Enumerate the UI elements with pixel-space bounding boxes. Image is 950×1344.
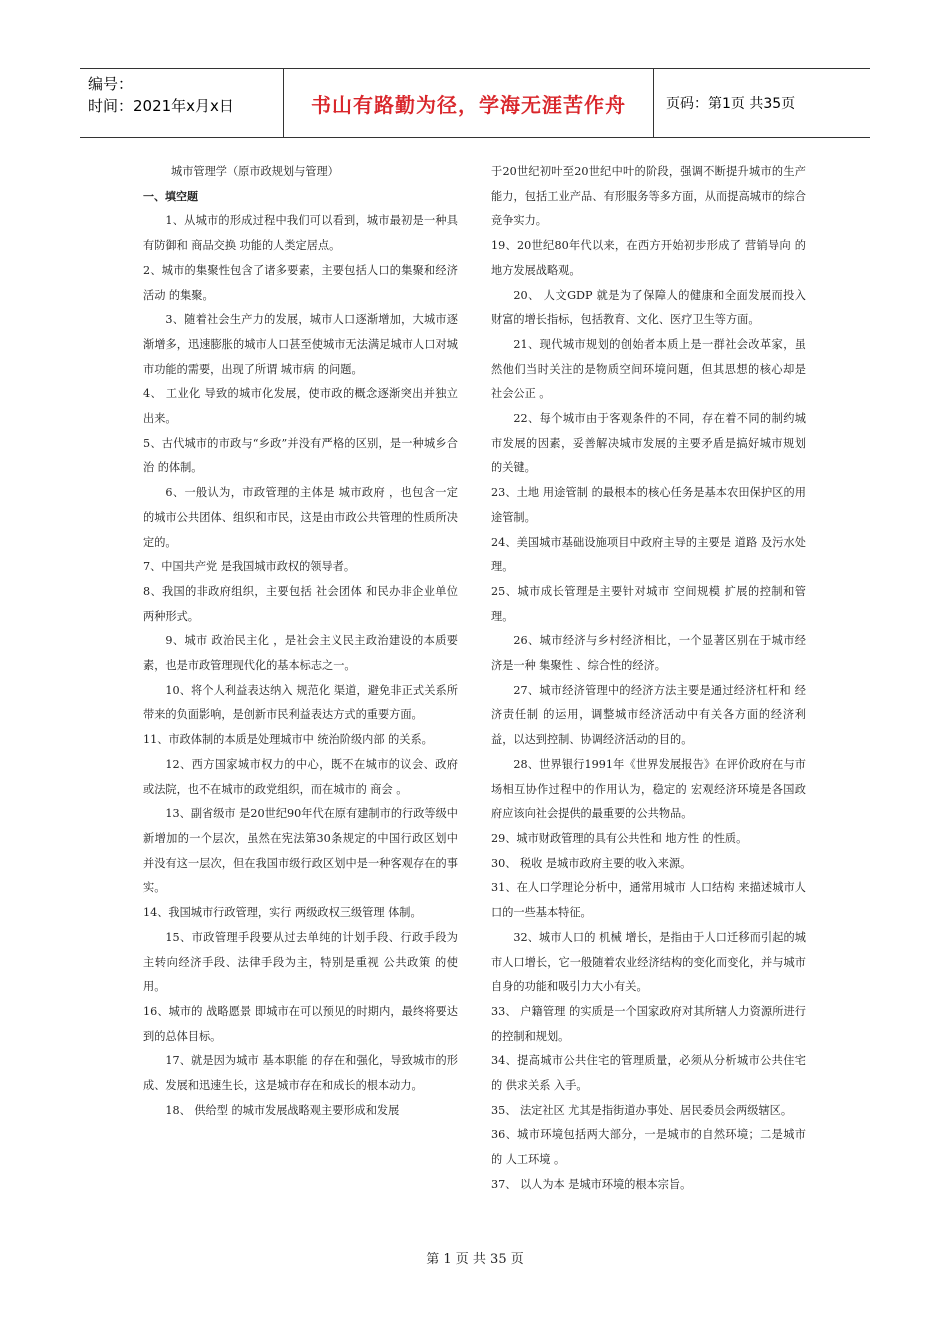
question-item: 15、市政管理手段要从过去单纯的计划手段、行政手段为主转向经济手段、法律手段为主，特别是重视 公共政策 的使用。 <box>143 930 458 994</box>
document-number-label: 编号： <box>88 75 134 93</box>
question-item: 37、 以人为本 是城市环境的根本宗旨。 <box>491 1177 692 1191</box>
question-item: 35、 法定社区 尤其是指街道办事处、居民委员会两级辖区。 <box>491 1103 793 1117</box>
document-date-label: 时间：2021年x月x日 <box>88 97 234 115</box>
question-item: 36、城市环境包括两大部分，一是城市的自然环境；二是城市的 人工环境 。 <box>491 1128 806 1167</box>
question-item: 33、 户籍管理 的实质是一个国家政府对其所辖人力资源所进行的控制和规划。 <box>491 1004 806 1043</box>
question-item: 28、世界银行1991年《世界发展报告》在评价政府在与市场相互协作过程中的作用认为，稳定的 宏观经济环境是各国政府应该向社会提供的最重要的公共物品。 <box>491 757 806 821</box>
page-header <box>80 68 870 138</box>
question-item: 7、中国共产党 是我国城市政权的领导者。 <box>143 560 356 574</box>
question-item: 23、土地 用途管制 的最根本的核心任务是基本农田保护区的用途管制。 <box>491 486 806 524</box>
section-heading: 一、填空题 <box>143 189 198 203</box>
question-item: 1、从城市的形成过程中我们可以看到，城市最初是一种具有防御和 商品交换 功能的人类定居点。 <box>143 214 458 253</box>
question-item: 于20世纪初叶至20世纪中叶的阶段，强调不断提升城市的生产能力，包括工业产品、有形服务等多方面，从而提高城市的综合竞争实力。 <box>491 165 806 228</box>
question-item: 3、随着社会生产力的发展，城市人口逐渐增加，大城市逐渐增多，迅速膨胀的城市人口甚至使城市无法满足城市人口对城市功能的需要，出现了所谓 城市病 的问题。 <box>143 313 458 376</box>
right-column <box>491 160 806 1198</box>
question-item: 21、现代城市规划的创始者本质上是一群社会改革家，虽然他们当时关注的是物质空间环境问题，但其思想的核心却是 社会公正 。 <box>491 337 806 401</box>
question-item: 16、城市的 战略愿景 即城市在可以预见的时期内，最终将要达到的总体目标。 <box>143 1004 458 1043</box>
question-item: 30、 税收 是城市政府主要的收入来源。 <box>491 856 692 870</box>
question-item: 10、将个人利益表达纳入 规范化 渠道，避免非正式关系所带来的负面影响，是创新市民利益表达方式的重要方面。 <box>143 683 458 722</box>
question-item: 27、城市经济管理中的经济方法主要是通过经济杠杆和 经济责任制 的运用，调整城市经济活动中有关各方面的经济利益，以达到控制、协调经济活动的目的。 <box>491 683 806 747</box>
question-item: 20、 人文GDP 就是为了保障人的健康和全面发展而投入财富的增长指标，包括教育、文化、医疗卫生等方面。 <box>491 288 806 327</box>
question-item: 24、美国城市基础设施项目中政府主导的主要是 道路 及污水处理。 <box>491 535 806 574</box>
question-item: 9、城市 政治民主化 ，是社会主义民主政治建设的本质要素，也是市政管理现代化的基本标志之一。 <box>143 634 458 673</box>
question-item: 12、西方国家城市权力的中心，既不在城市的议会、政府或法院，也不在城市的政党组织，而在城市的 商会 。 <box>143 757 458 796</box>
question-item: 13、副省级市 是20世纪90年代在原有建制市的行政等级中新增加的一个层次，虽然在宪法第30条规定的中国行政区划中并没有这一层次，但在我国市级行政区划中是一种客观存在的事实。 <box>143 807 458 895</box>
question-item: 6、一般认为，市政管理的主体是 城市政府 ，也包含一定的城市公共团体、组织和市民，这是由市政公共管理的性质所决定的。 <box>143 486 458 549</box>
question-item: 5、古代城市的市政与“乡政”并没有严格的区别，是一种城乡合治 的体制。 <box>143 436 458 475</box>
question-item: 31、在人口学理论分析中，通常用城市 人口结构 来描述城市人口的一些基本特征。 <box>491 881 806 920</box>
header-meta <box>80 69 284 137</box>
question-item: 34、提高城市公共住宅的管理质量，必须从分析城市公共住宅的 供求关系 入手。 <box>491 1054 806 1093</box>
question-item: 8、我国的非政府组织，主要包括 社会团体 和民办非企业单位两种形式。 <box>143 584 458 623</box>
question-item: 25、城市成长管理是主要针对城市 空间规模 扩展的控制和管理。 <box>491 584 806 623</box>
left-column <box>143 160 458 1123</box>
question-item: 17、就是因为城市 基本职能 的存在和强化，导致城市的形成、发展和迅速生长，这是城市存在和成长的根本动力。 <box>143 1054 458 1093</box>
question-item: 19、20世纪80年代以来，在西方开始初步形成了 营销导向 的地方发展战略观。 <box>491 239 806 277</box>
header-page-number: 页码：第1页 共35页 <box>666 96 796 112</box>
header-motto: 书山有路勤为径，学海无涯苦作舟 <box>284 69 654 137</box>
question-item: 11、市政体制的本质是处理城市中 统治阶级内部 的关系。 <box>143 733 433 747</box>
question-item: 14、我国城市行政管理，实行 两级政权三级管理 体制。 <box>143 906 422 920</box>
question-item: 18、 供给型 的城市发展战略观主要形成和发展 <box>165 1103 400 1117</box>
question-item: 29、城市财政管理的具有公共性和 地方性 的性质。 <box>491 831 748 845</box>
question-item: 26、城市经济与乡村经济相比，一个显著区别在于城市经济是一种 集聚性 、综合性的经济。 <box>491 634 806 673</box>
question-item: 22、每个城市由于客观条件的不同，存在着不同的制约城市发展的因素，妥善解决城市发展的主要矛盾是搞好城市规划 的关键。 <box>491 412 806 475</box>
document-subtitle: 城市管理学（原市政规划与管理） <box>171 165 339 178</box>
question-item: 2、城市的集聚性包含了诸多要素，主要包括人口的集聚和经济活动 的集聚。 <box>143 263 458 302</box>
question-item: 4、 工业化 导致的城市化发展，使市政的概念逐渐突出并独立出来。 <box>143 387 458 426</box>
page-footer: 第 1 页 共 35 页 <box>426 1252 524 1267</box>
question-item: 32、城市人口的 机械 增长，是指由于人口迁移而引起的城市人口增长，它一般随着农业经济结构的变化而变化，并与城市自身的功能和吸引力大小有关。 <box>491 930 806 994</box>
